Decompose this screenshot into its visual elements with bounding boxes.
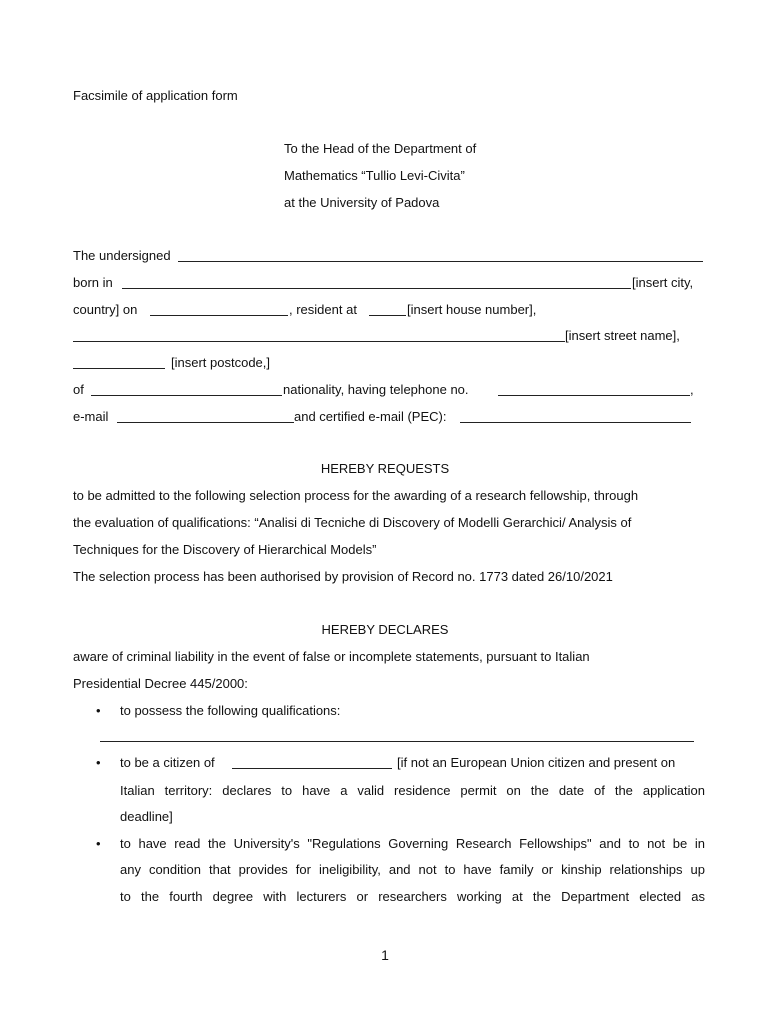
addressee-line-1: To the Head of the Department of	[284, 141, 477, 156]
requests-line-3: Techniques for the Discovery of Hierarchical Models”	[73, 542, 377, 557]
addressee-line-3: at the University of Padova	[284, 195, 440, 210]
requests-line-1: to be admitted to the following selection process for the awarding of a research fellowship, through	[73, 488, 639, 503]
bullet-3-line-1: to have read the University's "Regulations Governing Research Fellowships" and to not be in	[120, 836, 705, 851]
house-number-blank	[369, 315, 406, 316]
resident-at-label: , resident at	[289, 302, 357, 317]
insert-city-label: [insert city,	[632, 275, 694, 290]
requests-line-2: the evaluation of qualifications: “Analisi di Tecniche di Discovery of Modelli Gerarchici/ Analysis of	[73, 515, 632, 530]
addressee-line-2: Mathematics “Tullio Levi-Civita”	[284, 168, 465, 183]
declares-line-1: aware of criminal liability in the event of false or incomplete statements, pursuant to Italian	[73, 649, 590, 664]
born-in-blank	[122, 288, 631, 289]
date-blank	[150, 315, 288, 316]
bullet-2-line-3: deadline]	[120, 809, 173, 824]
form-title: Facsimile of application form	[73, 88, 238, 103]
street-name-blank	[73, 341, 565, 342]
street-name-label: [insert street name],	[565, 328, 680, 343]
house-number-label: [insert house number],	[407, 302, 537, 317]
declares-line-2: Presidential Decree 445/2000:	[73, 676, 248, 691]
qualifications-blank	[100, 741, 694, 742]
declares-heading: HEREBY DECLARES	[321, 622, 449, 637]
undersigned-blank	[178, 261, 703, 262]
email-label: e-mail	[73, 409, 109, 424]
citizenship-blank	[232, 768, 392, 769]
pec-blank	[460, 422, 691, 423]
citizen-label: to be a citizen of	[120, 755, 215, 770]
nationality-blank	[91, 395, 282, 396]
bullet-3-line-2: any condition that provides for ineligibility, and not to have family or kinship relationships up	[120, 862, 705, 877]
requests-heading: HEREBY REQUESTS	[320, 461, 450, 476]
postcode-blank	[73, 368, 165, 369]
bullet-icon: •	[96, 703, 101, 718]
pec-label: and certified e-mail (PEC):	[294, 409, 447, 424]
requests-line-4: The selection process has been authorised by provision of Record no. 1773 dated 26/10/2021	[73, 569, 613, 584]
postcode-label: [insert postcode,]	[171, 355, 270, 370]
country-on-label: country] on	[73, 302, 138, 317]
telephone-blank	[498, 395, 690, 396]
nationality-label: nationality, having telephone no.	[283, 382, 469, 397]
bullet-icon: •	[96, 755, 101, 770]
page-number: 1	[381, 947, 389, 963]
undersigned-label: The undersigned	[73, 248, 171, 263]
telephone-comma: ,	[690, 382, 694, 397]
bullet-1-text: to possess the following qualifications:	[120, 703, 341, 718]
bullet-3-line-3: to the fourth degree with lecturers or researchers working at the Department elected as	[120, 889, 705, 904]
citizen-note: [if not an European Union citizen and present on	[397, 755, 676, 770]
of-label: of	[73, 382, 84, 397]
email-blank	[117, 422, 294, 423]
bullet-2-line-2: Italian territory: declares to have a valid residence permit on the date of the application	[120, 783, 705, 798]
born-in-label: born in	[73, 275, 113, 290]
bullet-icon: •	[96, 836, 101, 851]
